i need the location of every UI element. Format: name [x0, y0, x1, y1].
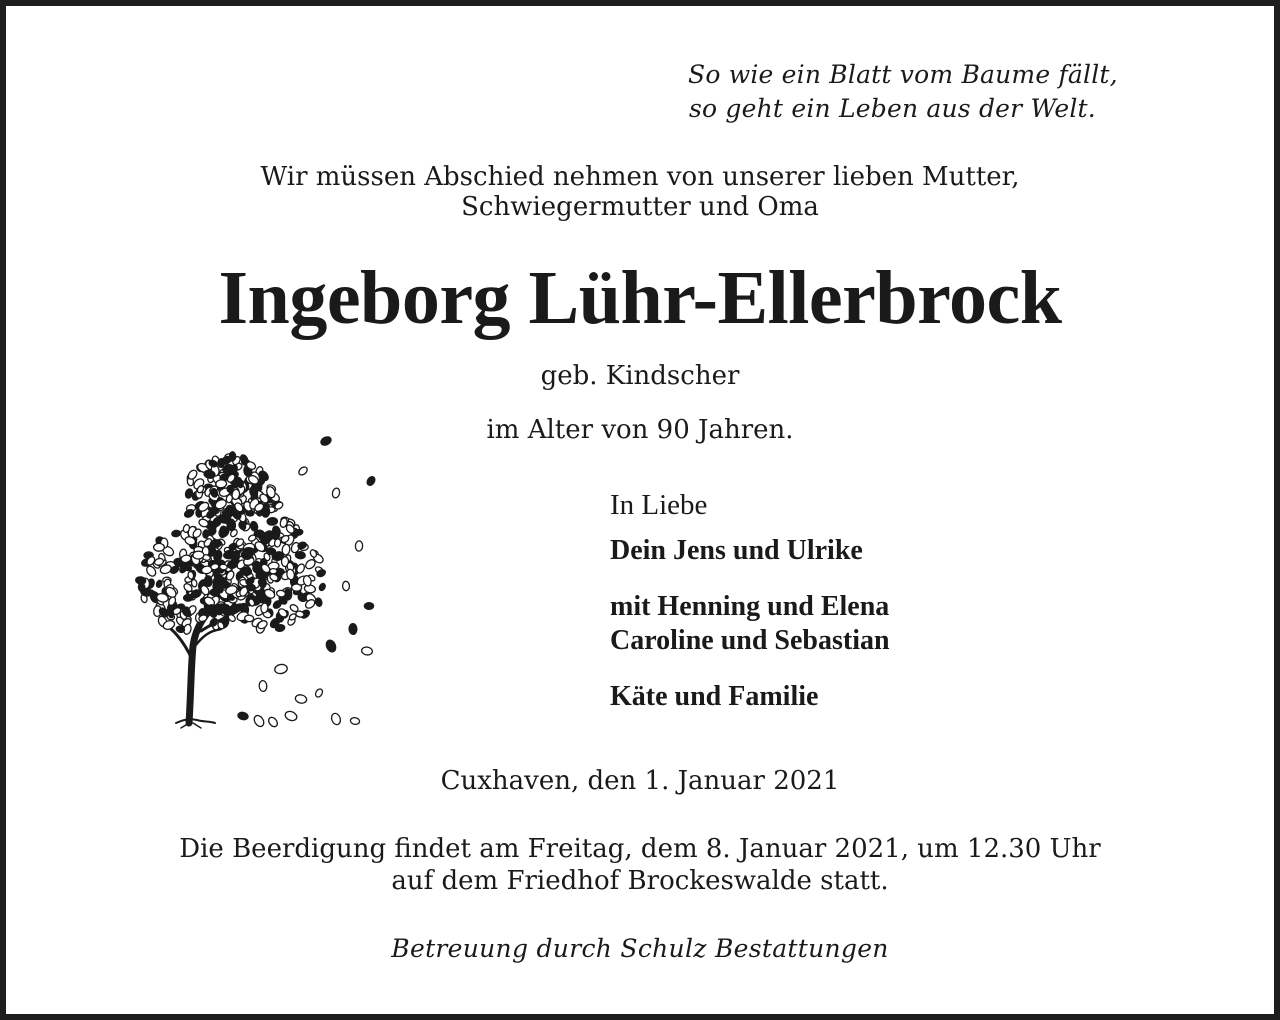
funeral-info	[6, 832, 1274, 898]
wind-blown-tree-icon	[131, 431, 381, 731]
epigraph-quote	[688, 58, 1118, 126]
intro-text	[6, 161, 1274, 223]
mourner-line-2: mit Henning und Elena	[610, 591, 890, 622]
place-date: Cuxhaven, den 1. Januar 2021	[440, 766, 840, 796]
funeral-line-2: auf dem Friedhof Brockeswalde statt.	[391, 866, 889, 896]
greeting: In Liebe	[610, 489, 708, 521]
age-line: im Alter von 90 Jahren.	[486, 415, 794, 445]
deceased-name: Ingeborg Lühr-Ellerbrock	[218, 256, 1062, 340]
mourners-block	[610, 488, 890, 714]
quote-line-1: So wie ein Blatt vom Baume fällt,	[688, 60, 1118, 89]
maiden-name: geb. Kindscher	[540, 361, 740, 391]
intro-line-2: Schwiegermutter und Oma	[461, 192, 819, 222]
mourner-line-1: Dein Jens und Ulrike	[610, 535, 863, 566]
mourner-line-3: Caroline und Sebastian	[610, 625, 890, 656]
funeral-line-1: Die Beerdigung findet am Freitag, dem 8. Januar 2021, um 12.30 Uhr	[179, 834, 1101, 864]
mourner-line-4: Käte und Familie	[610, 681, 819, 712]
quote-line-2: so geht ein Leben aus der Welt.	[689, 94, 1096, 123]
undertaker-credit: Betreuung durch Schulz Bestattungen	[391, 934, 889, 963]
intro-line-1: Wir müssen Abschied nehmen von unserer lieben Mutter,	[260, 162, 1020, 192]
